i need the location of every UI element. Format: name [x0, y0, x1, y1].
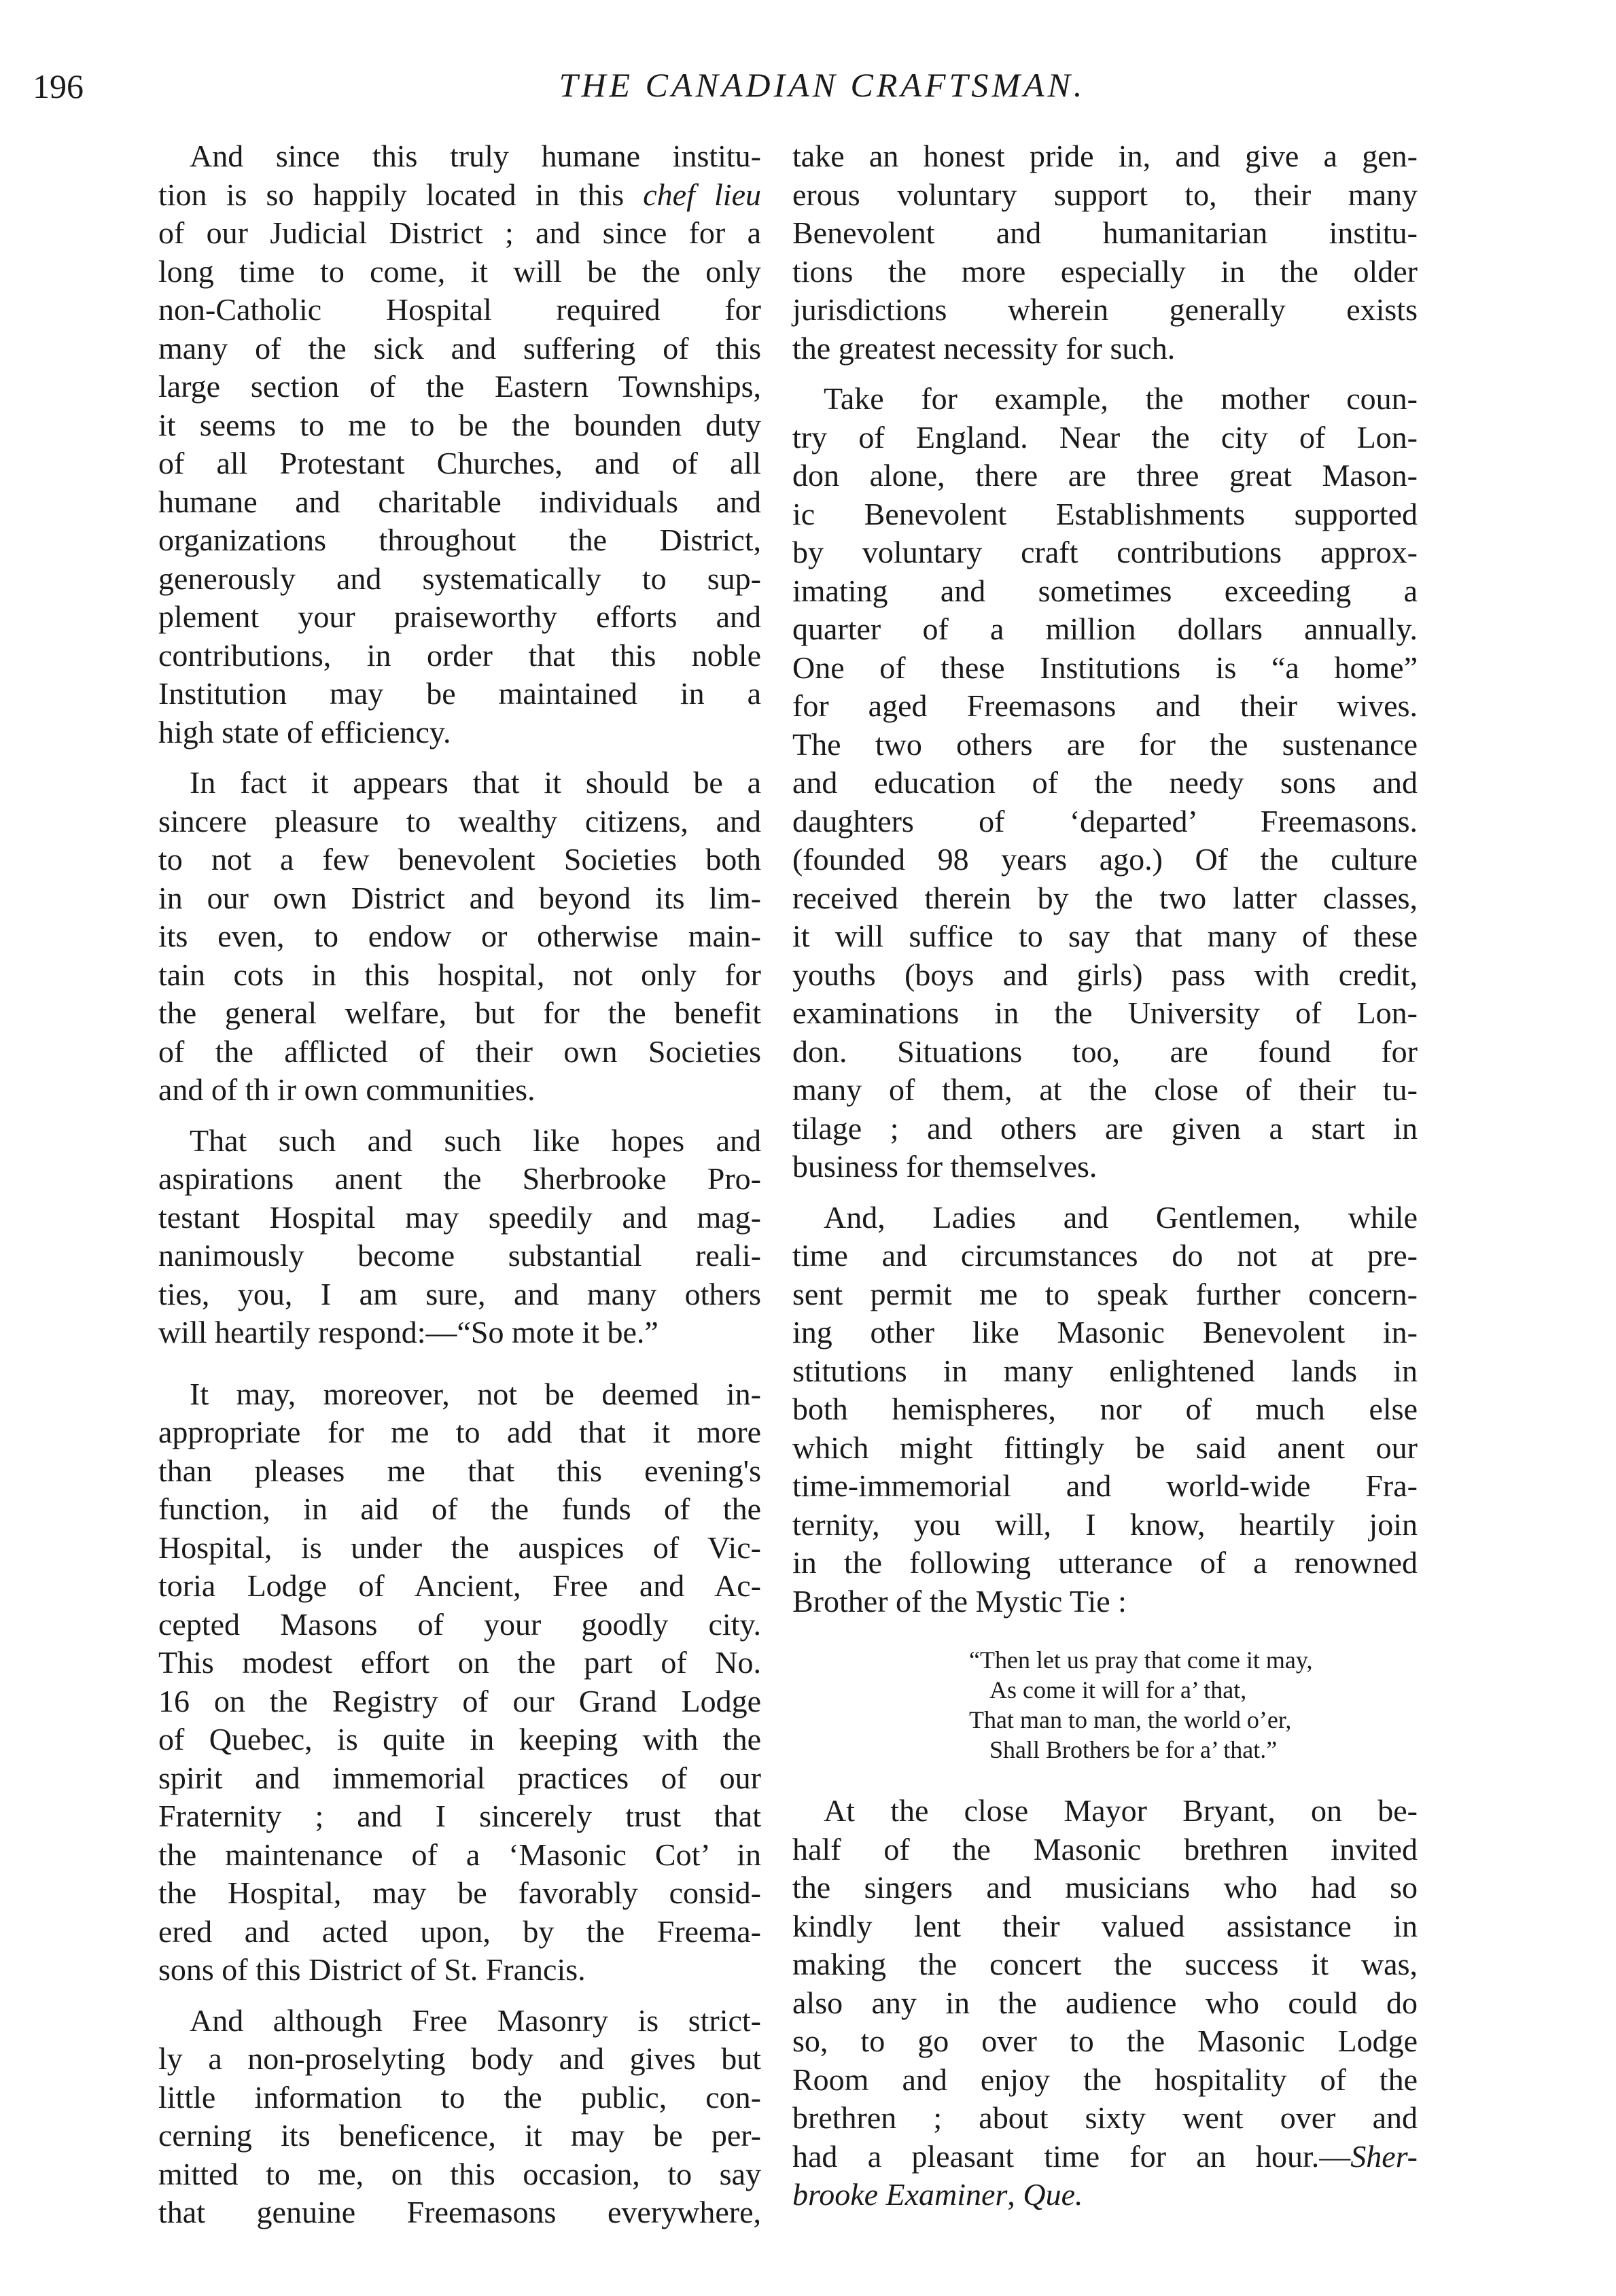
- text-line: That such and such like hopes and: [190, 1123, 761, 1158]
- text-line: sincere pleasure to wealthy citizens, and: [158, 803, 761, 838]
- text-line: making the concert the success it was,: [792, 1947, 1418, 1981]
- text-line: (founded 98 years ago.) Of the culture: [792, 842, 1418, 877]
- text-line: daughters of ‘departed’ Freemasons.: [792, 803, 1418, 838]
- text-line: also any in the audience who could do: [792, 1985, 1418, 2020]
- text-line: high state of efficiency.: [158, 714, 451, 749]
- poem-line: That man to man, the world o’er,: [969, 1706, 1292, 1733]
- text-line: and of th ir own communities.: [158, 1072, 535, 1107]
- text-line: 16 on the Registry of our Grand Lodge: [158, 1683, 761, 1718]
- text-line: organizations throughout the District,: [158, 523, 761, 557]
- italic-text: chef lieu: [643, 177, 761, 212]
- text-line: the singers and musicians who had so: [792, 1870, 1418, 1905]
- text-line: many of them, at the close of their tu-: [792, 1072, 1418, 1107]
- poem-quote: [792, 1645, 1418, 1765]
- text-line: and education of the needy sons and: [792, 765, 1418, 800]
- text-line: its even, to endow or otherwise main-: [158, 919, 761, 953]
- text-line: than pleases me that this evening's: [158, 1453, 761, 1488]
- text-line: it will suffice to say that many of these: [792, 919, 1418, 953]
- paragraph: [792, 137, 1418, 368]
- text-line: business for themselves.: [792, 1149, 1097, 1184]
- text-line: toria Lodge of Ancient, Free and Ac-: [158, 1568, 761, 1603]
- right-column: [792, 137, 1418, 2227]
- text-line: ties, you, I am sure, and many others: [158, 1276, 761, 1311]
- text-line: function, in aid of the funds of the: [158, 1491, 761, 1526]
- text-line: non-Catholic Hospital required for: [158, 292, 761, 327]
- text-line: it seems to me to be the bounden duty: [158, 407, 761, 442]
- paragraph: [158, 1122, 761, 1352]
- text-segment: had a pleasant time for an hour.—: [792, 2138, 1351, 2174]
- page-number: 196: [33, 67, 84, 105]
- paragraph: [158, 137, 761, 752]
- text-line: time-immemorial and world-wide Fra-: [792, 1468, 1418, 1503]
- text-line: And, Ladies and Gentlemen, while: [824, 1199, 1418, 1235]
- text-line: of Quebec, is quite in keeping with the: [158, 1722, 761, 1756]
- text-line: The two others are for the sustenance: [792, 726, 1418, 762]
- text-line: the Hospital, may be favorably consid-: [158, 1875, 761, 1910]
- text-line: One of these Institutions is “a home”: [792, 650, 1418, 685]
- text-line: cepted Masons of your goodly city.: [158, 1606, 761, 1642]
- text-line: don. Situations too, are found for: [792, 1034, 1418, 1069]
- text-line: try of England. Near the city of Lon-: [792, 419, 1418, 455]
- italic-text: Sher-: [1350, 2138, 1418, 2174]
- paragraph: [792, 1199, 1418, 1621]
- text-line: received therein by the two latter classes,: [792, 880, 1418, 915]
- paragraph: [792, 1792, 1418, 2214]
- text-line: youths (boys and girls) pass with credit,: [792, 957, 1418, 992]
- text-line: sent permit me to speak further concern-: [792, 1276, 1418, 1311]
- text-line: ered and acted upon, by the Freema-: [158, 1913, 761, 1949]
- poem-line: “Then let us pray that come it may,: [969, 1646, 1313, 1674]
- text-segment: ,: [1007, 2177, 1023, 2212]
- text-line: This modest effort on the part of No.: [158, 1645, 761, 1680]
- text-line: appropriate for me to add that it more: [158, 1415, 761, 1449]
- left-column: [158, 137, 761, 2244]
- text-line: in our own District and beyond its lim-: [158, 880, 761, 915]
- text-line: And although Free Masonry is strict-: [190, 2002, 761, 2038]
- text-line: large section of the Eastern Townships,: [158, 369, 761, 404]
- paragraph: [792, 380, 1418, 1186]
- text-line: testant Hospital may speedily and mag-: [158, 1199, 761, 1235]
- text-line: ternity, you will, I know, heartily join: [792, 1506, 1418, 1542]
- paragraph: [158, 764, 761, 1110]
- text-line: [792, 2138, 1418, 2176]
- text-line: of the afflicted of their own Societies: [158, 1034, 761, 1069]
- text-line: plement your praiseworthy efforts and: [158, 599, 761, 634]
- text-line: half of the Masonic brethren invited: [792, 1831, 1418, 1867]
- text-line: tions the more especially in the older: [792, 253, 1418, 289]
- text-line: mitted to me, on this occasion, to say: [158, 2156, 761, 2191]
- poem-line: Shall Brothers be for a’ that.”: [989, 1736, 1278, 1763]
- text-line: take an honest pride in, and give a gen-: [792, 139, 1418, 173]
- text-line: of all Protestant Churches, and of all: [158, 446, 761, 480]
- paragraph: [158, 2002, 761, 2232]
- text-line: by voluntary craft contributions approx-: [792, 535, 1418, 569]
- text-line: quarter of a million dollars annually.: [792, 612, 1418, 646]
- text-line: [158, 176, 761, 215]
- text-line: the greatest necessity for such.: [792, 330, 1176, 366]
- text-line: time and circumstances do not at pre-: [792, 1238, 1418, 1273]
- text-line: which might fittingly be said anent our: [792, 1430, 1418, 1465]
- text-line: humane and charitable individuals and: [158, 484, 761, 519]
- poem-line: As come it will for a’ that,: [989, 1676, 1247, 1703]
- text-line: long time to come, it will be the only: [158, 253, 761, 289]
- text-line: ing other like Masonic Benevolent in-: [792, 1315, 1418, 1349]
- text-line: nanimously become substantial reali-: [158, 1238, 761, 1273]
- text-line: Take for example, the mother coun-: [824, 381, 1418, 416]
- text-line: And since this truly humane institu-: [190, 139, 761, 173]
- text-line: sons of this District of St. Francis.: [158, 1952, 586, 1987]
- text-line: many of the sick and suffering of this: [158, 330, 761, 366]
- text-line: imating and sometimes exceeding a: [792, 573, 1418, 608]
- text-line: will heartily respond:—“So mote it be.”: [158, 1315, 658, 1349]
- text-line: examinations in the University of Lon-: [792, 995, 1418, 1030]
- text-line: tilage ; and others are given a start in: [792, 1110, 1418, 1146]
- text-line: ly a non-proselyting body and gives but: [158, 2041, 761, 2076]
- text-line: don alone, there are three great Mason-: [792, 458, 1418, 493]
- text-segment: tion is so happily located in this: [158, 177, 644, 212]
- paragraph: [158, 1375, 761, 1990]
- text-line: tain cots in this hospital, not only for: [158, 957, 761, 992]
- text-line: so, to go over to the Masonic Lodge: [792, 2024, 1418, 2058]
- text-line: Benevolent and humanitarian institu-: [792, 215, 1418, 250]
- text-line: It may, moreover, not be deemed in-: [190, 1376, 761, 1411]
- text-line: aspirations anent the Sherbrooke Pro-: [158, 1161, 761, 1196]
- text-line: in the following utterance of a renowned: [792, 1545, 1418, 1580]
- text-line: little information to the public, con-: [158, 2079, 761, 2115]
- text-line: brethren ; about sixty went over and: [792, 2100, 1418, 2135]
- text-line: to not a few benevolent Societies both: [158, 842, 761, 877]
- text-line: for aged Freemasons and their wives.: [792, 688, 1418, 723]
- text-line: Brother of the Mystic Tie :: [792, 1583, 1127, 1619]
- italic-text: brooke Examiner: [792, 2177, 1008, 2212]
- text-line: [792, 2176, 1418, 2214]
- text-line: In fact it appears that it should be a: [190, 765, 761, 800]
- text-line: contributions, in order that this noble: [158, 637, 761, 673]
- text-line: Hospital, is under the auspices of Vic-: [158, 1530, 761, 1565]
- text-line: the general welfare, but for the benefit: [158, 995, 761, 1030]
- text-line: stitutions in many enlightened lands in: [792, 1353, 1418, 1388]
- text-line: of our Judicial District ; and since for a: [158, 215, 761, 250]
- text-line: Room and enjoy the hospitality of the: [792, 2062, 1418, 2097]
- text-line: Fraternity ; and I sincerely trust that: [158, 1799, 761, 1833]
- text-line: Institution may be maintained in a: [158, 676, 761, 711]
- text-line: spirit and immemorial practices of our: [158, 1760, 761, 1795]
- italic-text: Que.: [1023, 2177, 1083, 2212]
- text-line: ic Benevolent Establishments supported: [792, 496, 1418, 531]
- text-line: cerning its beneficence, it may be per-: [158, 2118, 761, 2153]
- text-line: generously and systematically to sup-: [158, 561, 761, 596]
- text-line: both hemispheres, nor of much else: [792, 1392, 1418, 1426]
- running-title: THE CANADIAN CRAFTSMAN.: [559, 66, 1086, 104]
- text-line: the maintenance of a ‘Masonic Cot’ in: [158, 1837, 761, 1872]
- text-line: that genuine Freemasons everywhere,: [158, 2195, 761, 2229]
- text-line: jurisdictions wherein generally exists: [792, 292, 1418, 327]
- text-line: At the close Mayor Bryant, on be-: [824, 1793, 1418, 1828]
- text-line: erous voluntary support to, their many: [792, 177, 1418, 212]
- text-line: kindly lent their valued assistance in: [792, 1908, 1418, 1943]
